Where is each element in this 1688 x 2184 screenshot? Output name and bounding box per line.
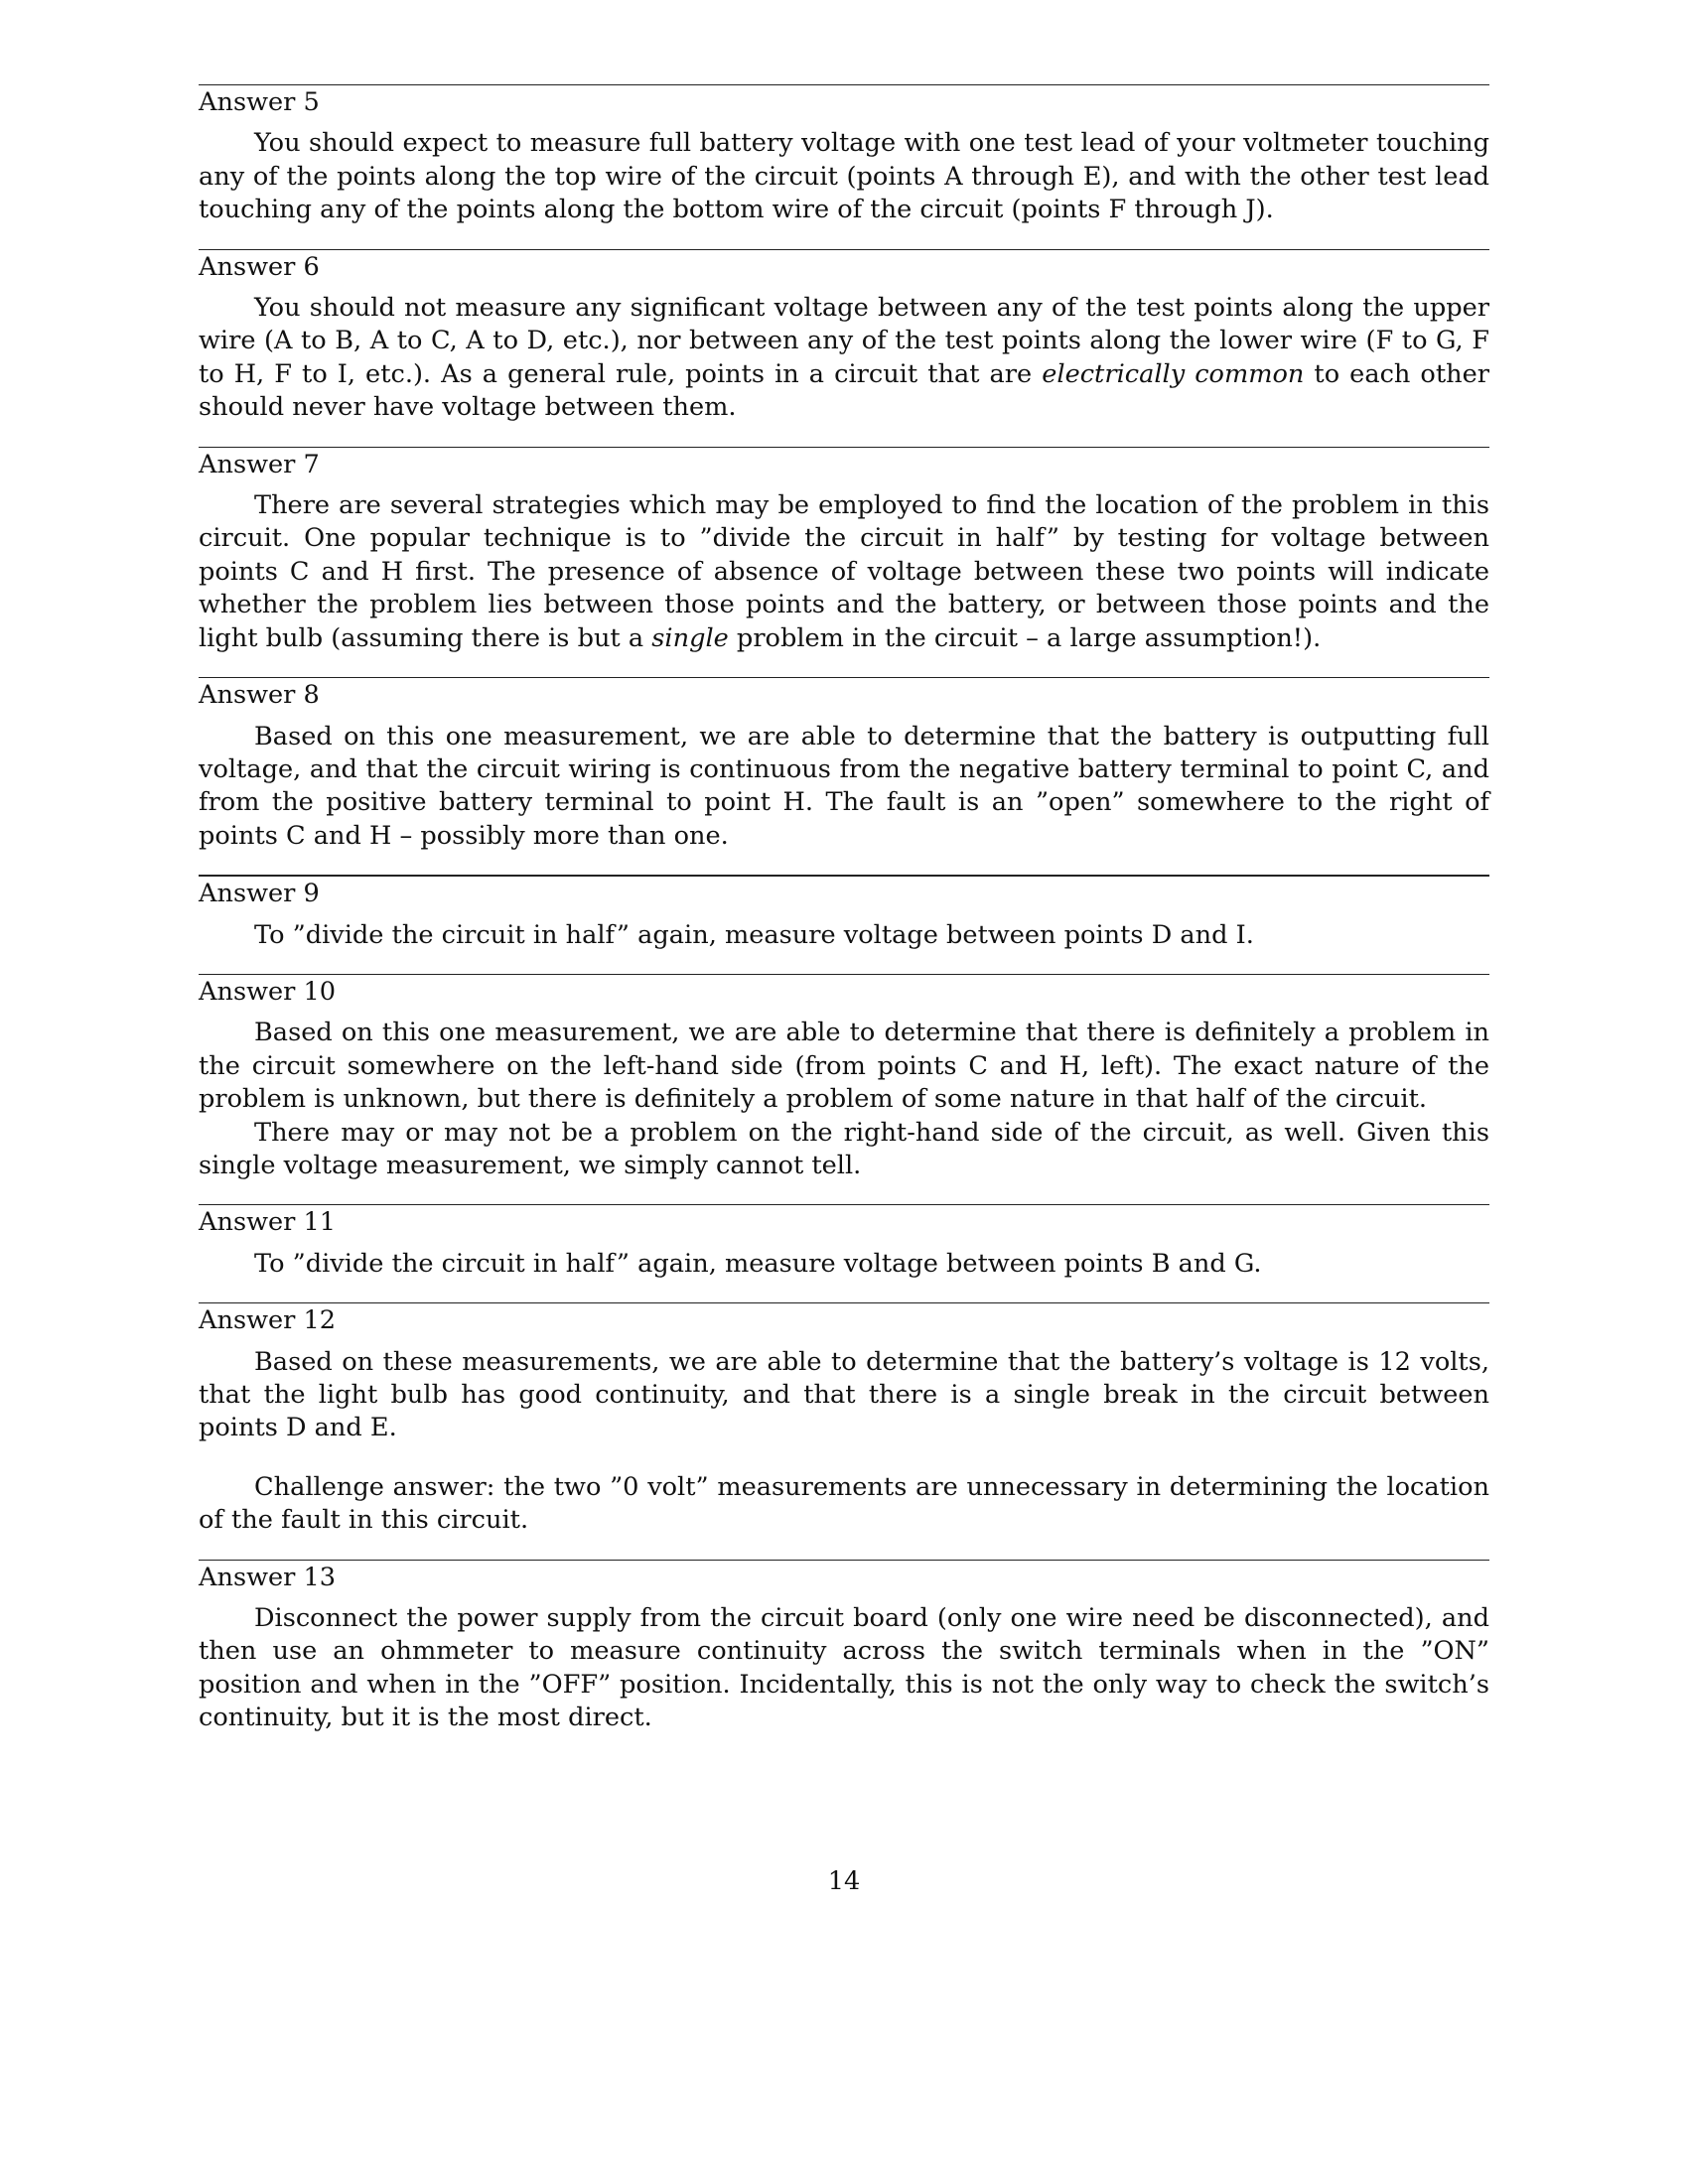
answer-paragraph <box>199 721 1489 854</box>
page-number: 14 <box>827 1866 861 1896</box>
text-run: Disconnect the power supply from the circuit board (only one wire need be disconnected), and then use an ohmmeter to measure continuity across the switch terminals when in the ”ON” position and when in the ”OFF” position. Incidentally, this is not the only way to check the switch’s continuity, but it is the most direct. <box>199 1603 1489 1733</box>
answer-paragraph <box>199 1017 1489 1116</box>
answer-10 <box>199 974 1489 1204</box>
text-run: Challenge answer: the two ”0 volt” measurements are unnecessary in determining the location of the fault in this circuit. <box>199 1471 1489 1536</box>
answer-title: Answer 5 <box>199 87 320 117</box>
challenge-answer-paragraph <box>199 1471 1489 1538</box>
text-run: You should expect to measure full battery voltage with one test lead of your voltmeter touching any of the points along the top wire of the circuit (points A through E), and with the other test lead touching any of the points along the bottom wire of the circuit (points F through J). <box>199 128 1489 225</box>
answer-paragraph <box>199 1117 1489 1183</box>
text-run: Based on these measurements, we are able to determine that the battery’s voltage is 12 volts, that the light bulb has good continuity, and that there is a single break in the circuit between points D and E. <box>199 1346 1489 1443</box>
answer-body <box>199 911 1489 974</box>
answer-12 <box>199 1302 1489 1559</box>
answer-paragraph <box>199 919 1489 952</box>
answer-title: Answer 7 <box>199 449 320 479</box>
answer-paragraph <box>199 489 1489 655</box>
answer-title: Answer 8 <box>199 680 320 711</box>
answer-title: Answer 13 <box>199 1562 337 1592</box>
answers-page <box>199 84 1489 1757</box>
answer-paragraph <box>199 127 1489 226</box>
emphasis-text: single <box>651 622 729 653</box>
answer-13 <box>199 1560 1489 1757</box>
text-run: You should not measure any significant voltage between any of the test points along the upper wire (A to B, A to C, A to D, etc.), nor between any of the test points along the lower wire (F to G, F to H, F to I, etc.). As a general rule, points in a circuit that are <box>199 293 1489 389</box>
answer-title: Answer 6 <box>199 251 320 282</box>
answer-body <box>199 284 1489 447</box>
answer-title: Answer 11 <box>199 1207 337 1238</box>
text-run: problem in the circuit – a large assumption!). <box>728 622 1322 653</box>
answer-title: Answer 12 <box>199 1305 337 1336</box>
answer-body <box>199 1594 1489 1757</box>
answer-paragraph <box>199 292 1489 425</box>
answer-body <box>199 119 1489 248</box>
answer-6 <box>199 249 1489 447</box>
answer-8 <box>199 677 1489 875</box>
text-run: to each other should never have voltage between them. <box>199 358 1489 423</box>
text-run: There are several strategies which may be employed to find the location of the problem in this circuit. One popular technique is to ”divide the circuit in half” by testing for voltage between points C and H first. The presence of absence of voltage between these two points will indicate whether the problem lies between those points and the battery, or between those points and the light bulb (assuming there is but a <box>199 490 1489 653</box>
answer-paragraph <box>199 1248 1489 1281</box>
text-run: Based on this one measurement, we are able to determine that the battery is outputting full voltage, and that the circuit wiring is continuous from the negative battery terminal to point C, and from the positive battery terminal to point H. The fault is an ”open” somewhere to the right of points C and H – possibly more than one. <box>199 721 1489 851</box>
text-run: To ”divide the circuit in half” again, measure voltage between points B and G. <box>254 1248 1262 1279</box>
answer-paragraph <box>199 1602 1489 1735</box>
text-run: There may or may not be a problem on the right-hand side of the circuit, as well. Given this single voltage measurement, we simply cannot tell. <box>199 1117 1489 1180</box>
emphasis-text: electrically common <box>1042 358 1305 389</box>
answer-body <box>199 1240 1489 1302</box>
answer-title: Answer 10 <box>199 976 337 1007</box>
answer-9 <box>199 875 1489 974</box>
text-run: Based on this one measurement, we are able to determine that there is definitely a problem in the circuit somewhere on the left-hand side (from points C and H, left). The exact nature of the problem is unknown, but there is definitely a problem of some nature in that half of the circuit. <box>199 1018 1489 1115</box>
answer-paragraph <box>199 1346 1489 1445</box>
answer-7 <box>199 447 1489 677</box>
answer-body <box>199 481 1489 677</box>
answer-body <box>199 1009 1489 1204</box>
answer-title: Answer 9 <box>199 879 320 909</box>
answer-11 <box>199 1204 1489 1302</box>
text-run: To ”divide the circuit in half” again, measure voltage between points D and I. <box>254 919 1254 950</box>
answer-body <box>199 713 1489 876</box>
answer-body <box>199 1338 1489 1560</box>
answer-5 <box>199 84 1489 249</box>
